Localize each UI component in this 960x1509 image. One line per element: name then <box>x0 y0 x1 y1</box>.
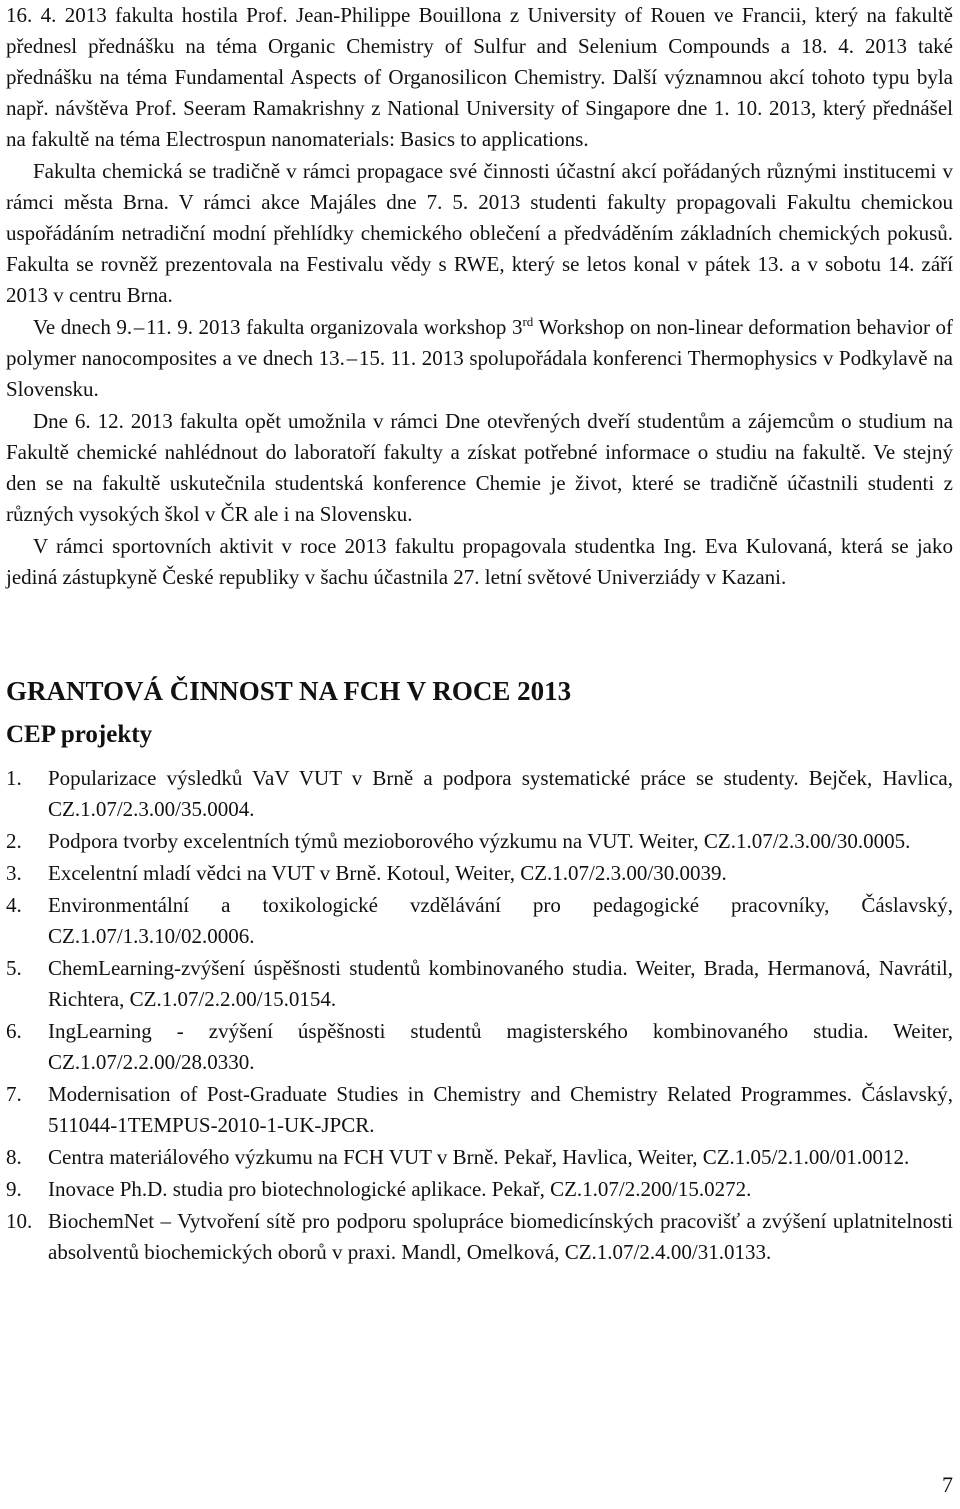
list-item <box>6 826 953 857</box>
list-item <box>6 1016 953 1078</box>
list-item-number: 8. <box>6 1145 22 1169</box>
list-item-text: Inovace Ph.D. studia pro biotechnologické aplikace. Pekař, CZ.1.07/2.200/15.0272. <box>48 1177 752 1201</box>
document-page <box>6 0 953 1268</box>
list-item-text: Excelentní mladí vědci na VUT v Brně. Kotoul, Weiter, CZ.1.07/2.3.00/30.0039. <box>48 861 727 885</box>
list-item-text: Centra materiálového výzkumu na FCH VUT v Brně. Pekař, Havlica, Weiter, CZ.1.05/2.1.00/01.0012. <box>48 1145 910 1169</box>
list-item <box>6 1142 953 1173</box>
list-item-text: Popularizace výsledků VaV VUT v Brně a podpora systematické práce se studenty. Bejček, Havlica, CZ.1.07/2.3.00/35.0004. <box>48 766 953 821</box>
workshop-ordinal-suffix: rd <box>522 314 534 329</box>
list-item-number: 9. <box>6 1177 22 1201</box>
paragraph-workshop <box>6 312 953 405</box>
list-item <box>6 1206 953 1268</box>
list-item-number: 10. <box>6 1209 33 1233</box>
paragraph-sports: V rámci sportovních aktivit v roce 2013 fakultu propagovala studentka Ing. Eva Kulovaná, která se jako jediná zástupkyně České republiky v šachu účastnila 27. letní světové Univerziády v Kazani. <box>6 534 953 589</box>
list-item-number: 2. <box>6 829 22 853</box>
list-item <box>6 953 953 1015</box>
list-item <box>6 763 953 825</box>
paragraph-promotion: Fakulta chemická se tradičně v rámci propagace své činnosti účastní akcí pořádaných různými institucemi v rámci města Brna. V rámci akce Majáles dne 7. 5. 2013 studenti fakulty propagovali Fakultu chemickou uspořádáním netradiční modní přehlídky chemického oblečení a předváděním základních chemických pokusů. Fakulta se rovněž prezentovala na Festivalu vědy s RWE, který se letos konal v pátek 13. a v sobotu 14. září 2013 v centru Brna. <box>6 159 953 307</box>
list-item-number: 4. <box>6 893 22 917</box>
list-item <box>6 1079 953 1141</box>
paragraph-open-day: Dne 6. 12. 2013 fakulta opět umožnila v rámci Dne otevřených dveří studentům a zájemcům o studium na Fakultě chemické nahlédnout do laboratoří fakulty a získat potřebné informace o studiu na fakultě. Ve stejný den se na fakultě uskutečnila studentská konference Chemie je život, které se tradičně účastnili studenti z různých vysokých škol v ČR ale i na Slovensku. <box>6 409 953 526</box>
list-item-number: 7. <box>6 1082 22 1106</box>
section-spacer <box>6 593 953 655</box>
list-item-text: Podpora tvorby excelentních týmů mezioborového výzkumu na VUT. Weiter, CZ.1.07/2.3.00/30.0005. <box>48 829 911 853</box>
list-item-text: IngLearning - zvýšení úspěšnosti studentů magisterského kombinovaného studia. Weiter, CZ.1.07/2.2.00/28.0330. <box>48 1019 953 1074</box>
list-item-number: 5. <box>6 956 22 980</box>
project-list <box>6 763 953 1268</box>
page-number: 7 <box>942 1472 953 1497</box>
paragraph-lectures: 16. 4. 2013 fakulta hostila Prof. Jean-Philippe Bouillona z University of Rouen ve Francii, který na fakultě přednesl přednášku na téma Organic Chemistry of Sulfur and Selenium Compounds a 18. 4. 2013 také přednášku na téma Fundamental Aspects of Organosilicon Chemistry. Další významnou akcí tohoto typu byla např. návštěva Prof. Seeram Ramakrishny z National University of Singapore dne 1. 10. 2013, který přednášel na fakultě na téma Electrospun nanomaterials: Basics to applications. <box>6 3 953 151</box>
list-item-text: BiochemNet – Vytvoření sítě pro podporu spolupráce biomedicínských pracovišť a zvýšení uplatnitelnosti absolventů biochemických oborů v praxi. Mandl, Omelková, CZ.1.07/2.4.00/31.0133. <box>48 1209 953 1264</box>
section-heading: GRANTOVÁ ČINNOST NA FCH V ROCE 2013 <box>6 676 572 706</box>
workshop-text-before: Ve dnech 9. – 11. 9. 2013 fakulta organizovala workshop 3 <box>33 315 523 339</box>
list-item-number: 1. <box>6 766 22 790</box>
list-item <box>6 1174 953 1205</box>
workshop-text-after: Workshop on non-linear deformation behavior of polymer nanocomposites a ve dnech 13. – 15. 11. 2013 spolupořádala konferenci Thermophysics v Podkylavě na Slovensku. <box>6 315 953 401</box>
list-item-text: ChemLearning-zvýšení úspěšnosti studentů kombinovaného studia. Weiter, Brada, Hermanová, Navrátil, Richtera, CZ.1.07/2.2.00/15.0154. <box>48 956 953 1011</box>
list-item-number: 3. <box>6 861 22 885</box>
list-item-text: Environmentální a toxikologické vzdělávání pro pedagogické pracovníky, Čáslavský, CZ.1.07/1.3.10/02.0006. <box>48 893 953 948</box>
list-item-number: 6. <box>6 1019 22 1043</box>
list-item <box>6 890 953 952</box>
list-item-text: Modernisation of Post-Graduate Studies in Chemistry and Chemistry Related Programmes. Čáslavský, 511044-1TEMPUS-2010-1-UK-JPCR. <box>48 1082 953 1137</box>
list-item <box>6 858 953 889</box>
subsection-heading: CEP projekty <box>6 721 153 748</box>
